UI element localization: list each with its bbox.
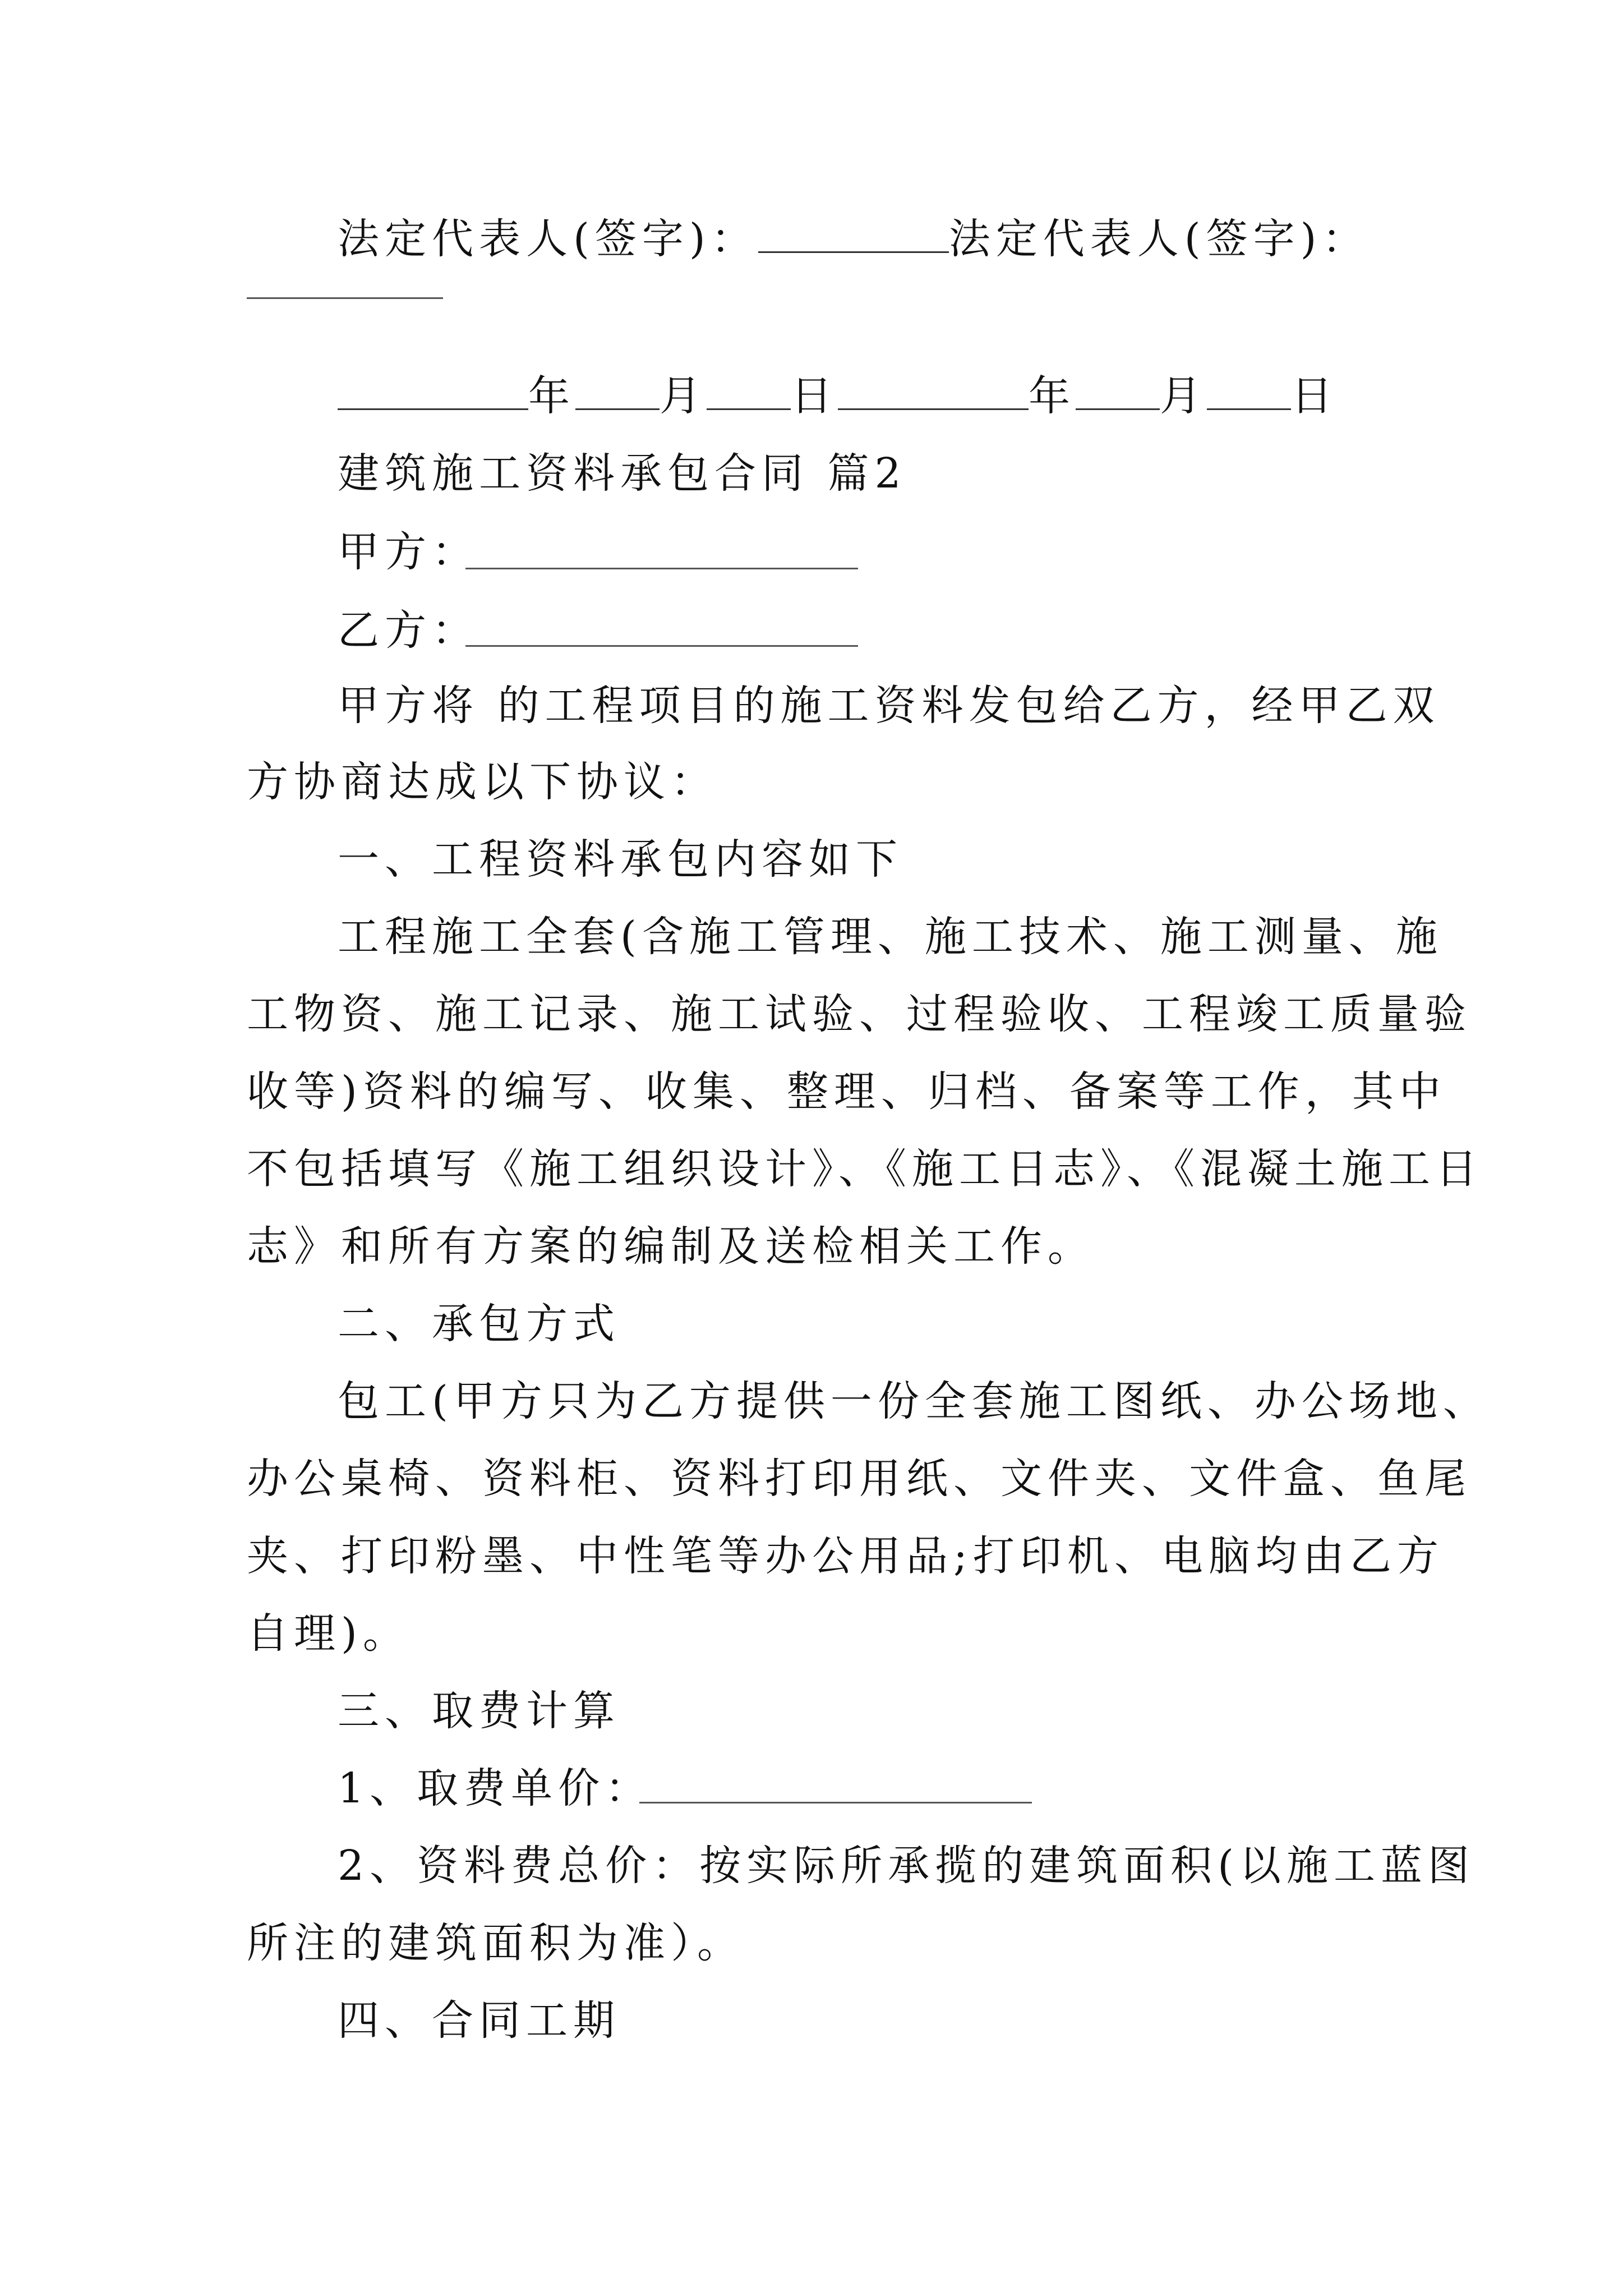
day-blank-left xyxy=(707,369,791,410)
p2-line-3: 夹、打印粉墨、中性笔等办公用品;打印机、电脑均由乙方 xyxy=(247,1532,1444,1580)
p1-line-3: 收等)资料的编写、收集、整理、归档、备案等工作，其中 xyxy=(247,1068,1446,1116)
rep-label-left: 法定代表人(签字)： xyxy=(338,215,758,263)
section-title: 建筑施工资料承包合同 篇2 xyxy=(338,449,907,498)
party-a-blank xyxy=(465,568,858,569)
signature-row xyxy=(338,212,1370,266)
day-label-right: 日 xyxy=(1291,372,1338,420)
intro-line-2: 方协商达成以下协议： xyxy=(247,758,718,806)
p1-line-1: 工程施工全套(含施工管理、施工技术、施工测量、施 xyxy=(338,913,1443,961)
party-b-label: 乙方： xyxy=(338,606,479,655)
p2-line-4: 自理)。 xyxy=(247,1609,410,1658)
year-blank-left xyxy=(338,369,528,410)
month-label-left: 月 xyxy=(660,372,707,420)
p2-line-2: 办公桌椅、资料柜、资料打印用纸、文件夹、文件盒、鱼尾 xyxy=(247,1455,1472,1503)
party-b-blank xyxy=(465,645,858,647)
party-a-label: 甲方： xyxy=(338,528,479,576)
p1-line-5: 志》和所有方案的编制及送检相关工作。 xyxy=(247,1222,1095,1271)
fee-1-label: 1、取费单价： xyxy=(338,1764,653,1812)
rep-blank-left xyxy=(758,212,949,253)
year-label-right: 年 xyxy=(1029,372,1076,420)
p1-line-4: 不包括填写《施工组织设计》、《施工日志》、《混凝土施工日 xyxy=(247,1145,1483,1193)
heading-3: 三、取费计算 xyxy=(338,1687,620,1735)
fee-1-blank xyxy=(639,1802,1032,1803)
fee-2-line-2: 所注的建筑面积为准）。 xyxy=(247,1919,744,1967)
month-label-right: 月 xyxy=(1160,372,1207,420)
p1-line-2: 工物资、施工记录、施工试验、过程验收、工程竣工质量验 xyxy=(247,990,1472,1038)
heading-1: 一、工程资料承包内容如下 xyxy=(338,835,903,884)
intro-line-1: 甲方将 的工程项目的施工资料发包给乙方，经甲乙双 xyxy=(338,682,1440,730)
year-blank-right xyxy=(838,369,1029,410)
rep-label-right: 法定代表人(签字)： xyxy=(948,215,1370,263)
year-label-left: 年 xyxy=(528,372,575,420)
rep-blank-right xyxy=(247,297,443,299)
day-label-left: 日 xyxy=(791,372,838,420)
day-blank-right xyxy=(1207,369,1291,410)
heading-4: 四、合同工期 xyxy=(338,1996,620,2045)
fee-2-line-1: 2、资料费总价：按实际所承揽的建筑面积(以施工蓝图 xyxy=(338,1842,1475,1890)
month-blank-right xyxy=(1076,369,1160,410)
month-blank-left xyxy=(575,369,660,410)
heading-2: 二、承包方式 xyxy=(338,1300,620,1348)
p2-line-1: 包工(甲方只为乙方提供一份全套施工图纸、办公场地、 xyxy=(338,1377,1490,1425)
date-row xyxy=(338,369,1338,423)
